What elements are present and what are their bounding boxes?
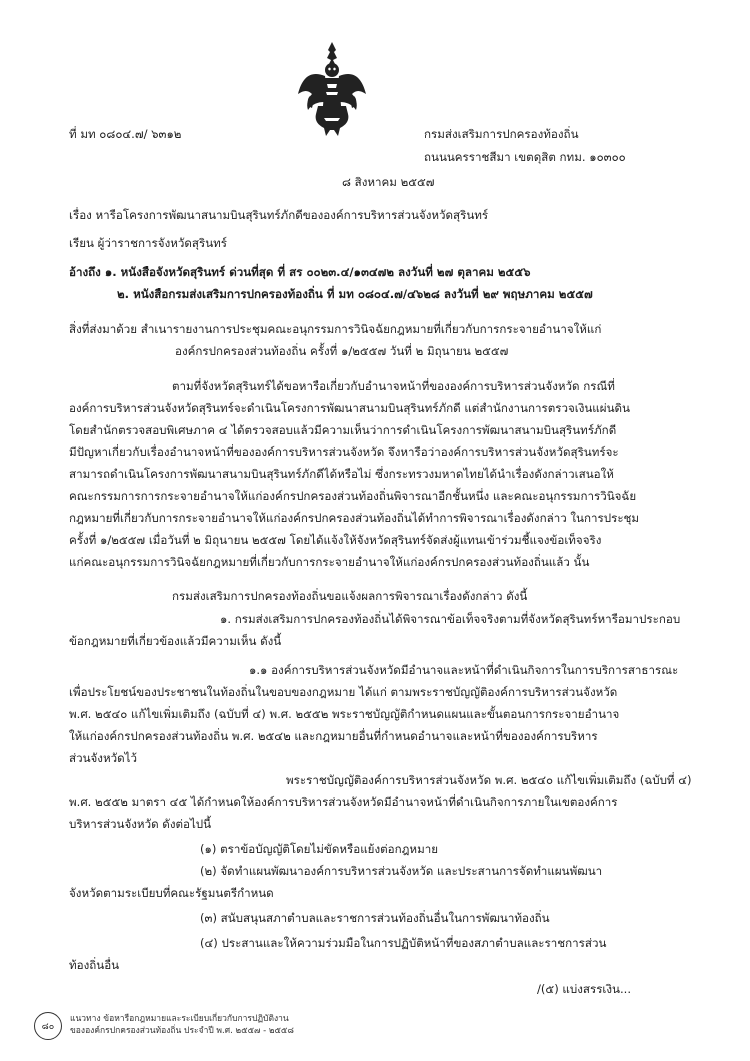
paragraph-line: องค์การบริหารส่วนจังหวัดสุรินทร์จะดำเนินโครงการพัฒนาสนามบินสุรินทร์ภักดี แต่สำนักงานการตรวจเงินแผ่นดิน bbox=[69, 401, 630, 415]
reference-2: ๒. หนังสือกรมส่งเสริมการปกครองท้องถิ่น ที่ มท ๐๘๐๔.๗/๔๖๒๘ ลงวันที่ ๒๙ พฤษภาคม ๒๕๕๗ bbox=[117, 287, 593, 301]
paragraph-line: ตามที่จังหวัดสุรินทร์ได้ขอหารือเกี่ยวกับอำนาจหน้าที่ขององค์การบริหารส่วนจังหวัด กรณีที่ bbox=[172, 379, 615, 393]
paragraph-line: พ.ศ. ๒๕๕๒ มาตรา ๔๕ ได้กำหนดให้องค์การบริหารส่วนจังหวัดมีอำนาจหน้าที่ดำเนินกิจการภายในเขตองค์การ bbox=[69, 795, 618, 809]
sender-organization: กรมส่งเสริมการปกครองท้องถิ่น bbox=[424, 127, 579, 141]
paragraph-line: คณะกรรมการการกระจายอำนาจให้แก่องค์กรปกครองส่วนท้องถิ่นพิจารณาอีกชั้นหนึ่ง และคณะอนุกรรมการวินิจฉัย bbox=[69, 489, 637, 503]
paragraph-line: บริหารส่วนจังหวัด ดังต่อไปนี้ bbox=[69, 817, 212, 831]
enclosure-line-1: สิ่งที่ส่งมาด้วย สำเนารายงานการประชุมคณะอนุกรรมการวินิจฉัยกฎหมายที่เกี่ยวกับการกระจายอำนาจให้แก่ bbox=[69, 322, 602, 336]
paragraph-line: โดยสำนักตรวจสอบพิเศษภาค ๔ ได้ตรวจสอบแล้วมีความเห็นว่าการดำเนินโครงการพัฒนาสนามบินสุรินทร์ภักดี bbox=[69, 423, 617, 437]
list-item: (๒) จัดทำแผนพัฒนาองค์การบริหารส่วนจังหวัด และประสานการจัดทำแผนพัฒนา bbox=[200, 864, 603, 878]
paragraph-line: กฎหมายที่เกี่ยวกับการกระจายอำนาจให้แก่องค์กรปกครองส่วนท้องถิ่นได้ทำการพิจารณาเรื่องดังกล่าว ในการประชุม bbox=[69, 511, 640, 525]
sender-address: ถนนนครราชสีมา เขตดุสิต กทม. ๑๐๓๐๐ bbox=[424, 150, 626, 164]
document-number: ที่ มท ๐๘๐๔.๗/ ๖๓๑๒ bbox=[69, 127, 182, 141]
paragraph-line: มีปัญหาเกี่ยวกับเรื่องอำนาจหน้าที่ขององค์การบริหารส่วนจังหวัด จึงหารือว่าองค์การบริหารส่วนจังหวัดสุรินทร์จะ bbox=[69, 445, 619, 459]
paragraph-line: พ.ศ. ๒๕๔๐ แก้ไขเพิ่มเติมถึง (ฉบับที่ ๔) พ.ศ. ๒๕๕๒ พระราชบัญญัติกำหนดแผนและขั้นตอนการกระจายอำนาจ bbox=[69, 707, 620, 721]
enclosure-line-2: องค์กรปกครองส่วนท้องถิ่น ครั้งที่ ๑/๒๕๕๗ วันที่ ๒ มิถุนายน ๒๕๕๗ bbox=[175, 344, 509, 358]
paragraph-line: พระราชบัญญัติองค์การบริหารส่วนจังหวัด พ.ศ. ๒๕๔๐ แก้ไขเพิ่มเติมถึง (ฉบับที่ ๔) bbox=[286, 773, 692, 787]
paragraph-line: สามารถดำเนินโครงการพัฒนาสนามบินสุรินทร์ภักดีได้หรือไม่ ซึ่งกระทรวงมหาดไทยได้นำเรื่องดังกล่าวเสนอให้ bbox=[69, 467, 614, 481]
reference-1: อ้างถึง ๑. หนังสือจังหวัดสุรินทร์ ด่วนที่สุด ที่ สร ๐๐๒๓.๔/๑๓๔๗๒ ลงวันที่ ๒๗ ตุลาคม ๒๕๕๖ bbox=[69, 265, 531, 279]
continuation-marker: /(๕) แบ่งสรรเงิน... bbox=[537, 982, 632, 996]
list-item: (๔) ประสานและให้ความร่วมมือในการปฏิบัติหน้าที่ของสภาตำบลและราชการส่วน bbox=[200, 936, 607, 950]
list-item: (๓) สนับสนุนสภาตำบลและราชการส่วนท้องถิ่นอื่นในการพัฒนาท้องถิ่น bbox=[200, 911, 550, 925]
paragraph-line: กรมส่งเสริมการปกครองท้องถิ่นขอแจ้งผลการพิจารณาเรื่องดังกล่าว ดังนี้ bbox=[172, 589, 528, 603]
recipient-line: เรียน ผู้ว่าราชการจังหวัดสุรินทร์ bbox=[69, 236, 228, 250]
subject-line: เรื่อง หารือโครงการพัฒนาสนามบินสุรินทร์ภักดีขององค์การบริหารส่วนจังหวัดสุรินทร์ bbox=[69, 208, 489, 222]
paragraph-line: ครั้งที่ ๑/๒๕๕๗ เมื่อวันที่ ๒ มิถุนายน ๒๕๕๗ โดยได้แจ้งให้จังหวัดสุรินทร์จัดส่งผู้แทนเข้าร่วมชี้แจงข้อเท็จจริง bbox=[69, 533, 602, 547]
paragraph-line: แก่คณะอนุกรรมการวินิจฉัยกฎหมายที่เกี่ยวกับการกระจายอำนาจให้แก่องค์กรปกครองส่วนท้องถิ่นแล้ว นั้น bbox=[69, 555, 590, 569]
list-item: (๑) ตราข้อบัญญัติโดยไม่ขัดหรือแย้งต่อกฎหมาย bbox=[200, 842, 439, 856]
footer-line-1: แนวทาง ข้อหารือกฎหมายและระเบียบเกี่ยวกับการปฏิบัติงาน bbox=[70, 1014, 289, 1024]
page-number-badge: ๘๐ bbox=[34, 1012, 62, 1040]
footer-line-2: ขององค์กรปกครองส่วนท้องถิ่น ประจำปี พ.ศ. ๒๕๕๗ - ๒๕๕๘ bbox=[70, 1026, 294, 1036]
paragraph-line: ให้แก่องค์กรปกครองส่วนท้องถิ่น พ.ศ. ๒๕๔๒ และกฎหมายอื่นที่กำหนดอำนาจและหน้าที่ขององค์การบริหาร bbox=[69, 729, 598, 743]
paragraph-line: ๑.๑ องค์การบริหารส่วนจังหวัดมีอำนาจและหน้าที่ดำเนินกิจการในการบริการสาธารณะ bbox=[249, 663, 679, 677]
garuda-emblem-icon bbox=[296, 40, 368, 138]
paragraph-line: เพื่อประโยชน์ของประชาชนในท้องถิ่นในขอบของกฎหมาย ได้แก่ ตามพระราชบัญญัติองค์การบริหารส่วนจังหวัด bbox=[69, 685, 618, 699]
paragraph-line: ๑. กรมส่งเสริมการปกครองท้องถิ่นได้พิจารณาข้อเท็จจริงตามที่จังหวัดสุรินทร์หารือมาประกอบ bbox=[220, 612, 681, 626]
list-item: ท้องถิ่นอื่น bbox=[69, 958, 120, 972]
paragraph-line: ส่วนจังหวัดไว้ bbox=[69, 751, 137, 765]
document-date: ๘ สิงหาคม ๒๕๕๗ bbox=[342, 175, 435, 189]
paragraph-line: ข้อกฎหมายที่เกี่ยวข้องแล้วมีความเห็น ดังนี้ bbox=[69, 634, 282, 648]
list-item: จังหวัดตามระเบียบที่คณะรัฐมนตรีกำหนด bbox=[69, 886, 274, 900]
